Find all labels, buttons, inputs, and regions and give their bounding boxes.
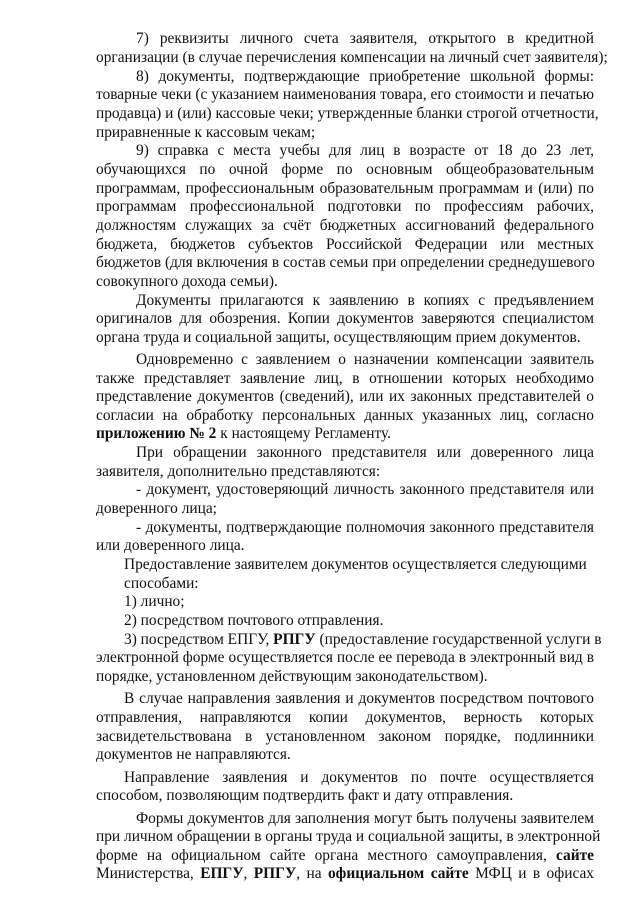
text-line [96,273,594,292]
text: , [243,865,254,882]
text: совокупного дохода семьи). [96,273,278,290]
text-line [96,828,601,847]
text-line [96,519,594,538]
text-line [96,161,594,180]
text: способами: [124,575,199,592]
text-line [96,556,594,575]
bold-text: ЕПГУ [200,865,244,882]
text-line [96,746,594,765]
text: отправления, направляются копии документов, верность которых [96,709,594,726]
text: 7) реквизиты личного счета заявителя, открытого в кредитной [136,30,594,47]
text-line [96,236,594,255]
text: Направление заявления и документов по почте осуществляется [124,769,594,786]
text-line [96,463,594,482]
text: При обращении законного представителя или доверенного лица [136,444,594,461]
text: способом, позволяющим подтвердить факт и дату отправления. [96,787,514,804]
text-line [96,292,594,311]
text-line [96,105,599,124]
text: приравненные к кассовым чекам; [96,124,316,141]
text-line [96,690,594,709]
text: организации (в случае перечисления компенсации на личный счет заявителя); [96,49,608,66]
text: 9) справка с места учебы для лиц в возрасте от 18 до 23 лет, [136,142,594,159]
text-line [96,649,594,668]
text-line [96,388,594,407]
text-line [96,575,594,594]
text-line [96,847,594,866]
text: обучающихся по очной форме по основным общеобразовательным [96,161,594,178]
text: должностям служащих за счёт бюджетных ассигнований федерального [96,217,594,234]
text: бюджетов (для включения в состав семьи при определении среднедушевого [96,254,595,271]
text: 8) документы, подтверждающие приобретение школьной формы: [136,68,594,85]
text: также представляет заявление лиц, в отношении которых необходимо [96,370,594,387]
text-line [96,787,594,806]
text-line [96,30,594,49]
text-line [96,407,594,426]
text: к настоящему Регламенту. [216,425,391,442]
text-line [96,49,608,68]
text-line [96,86,594,105]
text-line [96,668,594,687]
text: электронной форме осуществляется после ее перевода в электронный вид в [96,649,594,666]
text: или доверенного лица. [96,537,245,554]
text-line [96,537,594,556]
text-line [96,142,594,161]
text-line [96,593,594,612]
text-line [96,769,594,788]
text: В случае направления заявления и документов посредством почтового [124,690,594,707]
text: Формы документов для заполнения могут быть получены заявителем [136,810,594,827]
text-line [96,728,594,747]
text-line [96,217,594,236]
text-line [96,310,594,329]
text-line [96,180,594,199]
text-line [96,329,594,348]
text-line [96,370,594,389]
text: Документы прилагаются к заявлению в копиях с предъявлением [136,292,594,309]
bold-text: приложению № 2 [96,425,217,442]
text: Предоставление заявителем документов осуществляется следующими [124,556,587,573]
text: МФЦ и в офисах [468,865,595,882]
text: Одновременно с заявлением о назначении компенсации заявитель [136,351,594,368]
text-line [96,500,594,519]
text-line [96,865,594,884]
text: засвидетельствована в установленном законом порядке, подлинники [96,728,594,745]
text-line [96,124,594,143]
bold-text: РПГУ [253,865,297,882]
text: органа труда и социальной защиты, осуществляющим прием документов. [96,329,581,346]
text: заявителя, дополнительно представляются: [96,463,381,480]
text-line [96,68,594,87]
text: документов не направляются. [96,746,291,763]
text-line [96,198,594,217]
text: 2) посредством почтового отправления. [124,612,384,629]
text: представление документов (сведений), или их законных представителей о [96,388,594,405]
text: - документы, подтверждающие полномочия законного представителя [136,519,594,536]
text: продавца) и (или) кассовые чеки; утвержденные бланки строгой отчетности, [96,105,599,122]
text-line [96,425,594,444]
text-line [96,612,594,631]
text-line [96,351,594,370]
text: при личном обращении в органы труда и социальной защиты, в электронной [96,828,601,845]
text-line [96,709,594,728]
text-line [96,631,602,650]
text: оригиналов для обозрения. Копии документов заверяются специалистом [96,310,594,327]
text: согласии на обработку персональных данных указанных лиц, согласно [96,407,594,424]
text: 3) посредством ЕПГУ, [124,631,274,648]
text-line [96,444,594,463]
text-line [96,254,594,273]
text: (предоставление государственной услуги в [315,631,602,648]
text: программам профессиональной подготовки по профессиям рабочих, [96,198,594,215]
text: бюджета, бюджетов субъектов Российской Федерации или местных [96,236,594,253]
bold-text: официальном сайте [327,865,469,882]
text-line [96,810,594,829]
text: форме на официальном сайте органа местного самоуправления, [96,847,557,864]
text: , на [296,865,328,882]
bold-text: РПГУ [273,631,316,648]
text: доверенного лица; [96,500,217,517]
bold-text: сайте [556,847,594,864]
text: 1) лично; [124,593,185,610]
text: - документ, удостоверяющий личность законного представителя или [136,481,594,498]
text-line [96,481,594,500]
text: товарные чеки (с указанием наименования товара, его стоимости и печатью [96,86,594,103]
text: порядке, установленном действующим законодательством). [96,668,488,685]
text: Министерства, [96,865,201,882]
text: программам, профессиональным образовательным программам и (или) по [96,180,594,197]
